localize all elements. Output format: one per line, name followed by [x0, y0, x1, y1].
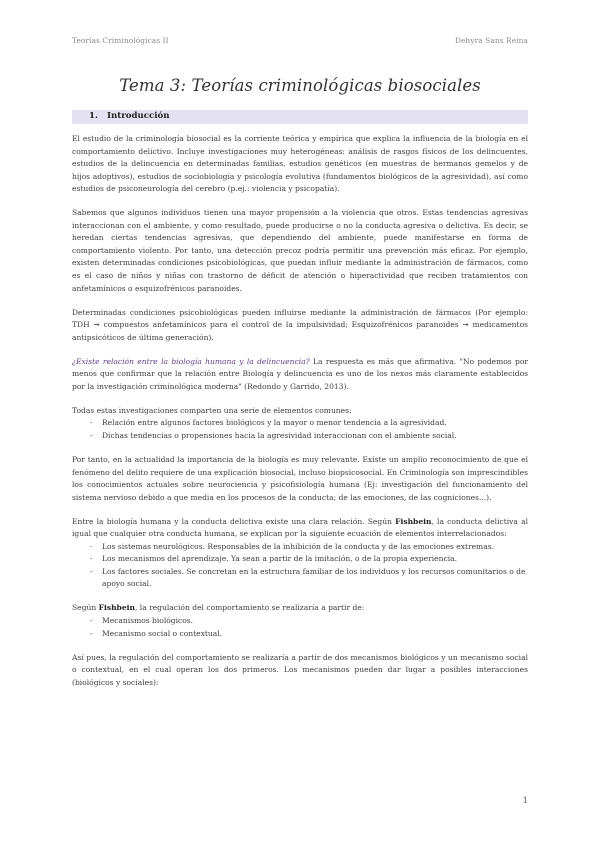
paragraph-1: El estudio de la criminología biosocial es la corriente teórica y empírica que explica la influencia de la biología en el comportamiento delictivo. Incluye investigaciones muy heterogéneas: análisis de rasgos físicos de los delincuentes, estudios de la delincuencia en determinadas familias, estudios genéticos (en muestras de hermanos gemelos y de hijos adoptivos), estudios de sociobiología y psicología evolutiva (fundamentos biológicos de la agresividad), así como estudios de psiconeurología del cerebro (p.ej.: violencia y psicopatía). [72, 134, 528, 194]
list-item-text: Relación entre algunos factores biológicos y la mayor o menor tendencia a la agresividad. [102, 418, 447, 428]
list-item [72, 541, 528, 554]
paragraph-8-text-b: , la regulación del comportamiento se realizaría a partir de: [135, 603, 365, 613]
paragraph-7 [72, 516, 528, 541]
section-heading [72, 110, 528, 124]
list-item-text: Los factores sociales. Se concretan en la estructura familiar de los individuos y los recursos comunitarios o de apoyo social. [102, 566, 526, 589]
paragraph-8-text-a: Según [72, 603, 99, 613]
list-marker: - [90, 418, 93, 428]
common-elements-list [72, 417, 528, 442]
list-marker: - [90, 541, 93, 551]
list-item [72, 417, 528, 430]
paragraph-3: Determinadas condiciones psicobiológicas pueden influirse mediante la administración de fármacos (Por ejemplo: TDH ➞ compuestos anfetamínicos para el control de la impulsividad; Esquizofrénicos paranoides ➞ medicamentos antipsicóticos de última generación). [72, 307, 528, 342]
paragraph-4-rest: La respuesta es más que afirmativa. "No podemos por menos que confirmar que la relación entre Biología y delincuencia es uno de los nexos más claramente establecidos por la investigación criminológica moderna" (Redondo y Garrido, 2013). [72, 356, 529, 391]
list-item [72, 628, 528, 641]
list-marker: - [90, 554, 93, 564]
list-marker: - [90, 616, 93, 625]
page-title: Tema 3: Teorías criminológicas biosociales [119, 76, 481, 95]
author-name: Fishbein [98, 603, 135, 613]
running-header-right: Dehyra Sans Reina [454, 36, 528, 45]
list-item-text: Los sistemas neurológicos. Responsables de la inhibición de la conducta y de las emociones extremas. [102, 541, 494, 551]
list-item-text: Dichas tendencias o propensiones hacia la agresividad interaccionan con el ambiente social. [102, 430, 457, 440]
list-item [72, 566, 528, 591]
running-header-left: Teorías Criminológicas II [72, 36, 169, 45]
list-item-text: Mecanismo social o contextual. [102, 628, 223, 638]
paragraph-2: Sabemos que algunos individuos tienen una mayor propensión a la violencia que otros. Estas tendencias agresivas interaccionan con el ambiente, y como resultado, puede producirse o no la conducta agresiva o delictiva. Es decir, se heredan ciertas tendencias agresivas, que dependiendo del ambiente, puede manifestarse en forma de comportamiento violento. Por tanto, una detección precoz podría permitir una prevención más eficaz. Por ejemplo, existen determinadas condiciones psicobiológicas, que puedan influir mediante la administración de fármacos, como es el caso de niños y niñas con trastorno de déficit de atención o hiperactividad que reciben tratamientos con anfetamínicos o esquizofrénicos paranoides. [72, 208, 528, 293]
section-number: 1. [89, 111, 98, 121]
equation-elements-list [72, 541, 528, 591]
document-body [72, 133, 528, 701]
paragraph-7-text-b: , la conducta delictiva al igual que cualquier otra conducta humana, se explican por la siguiente ecuación de elementos interrelacionados: [72, 516, 528, 539]
question-text: ¿Existe relación entre la biología humana y la delincuencia? [72, 356, 310, 366]
list-item [72, 553, 528, 566]
list-marker: - [90, 628, 93, 638]
list-marker: - [90, 430, 93, 440]
paragraph-5: Todas estas investigaciones comparten una serie de elementos comunes: [72, 405, 352, 415]
list-marker: - [90, 566, 93, 576]
section-label: Introducción [107, 111, 170, 121]
list-item-text: Los mecanismos del aprendizaje. Ya sean a partir de la imitación, o de la propia experiencia. [102, 554, 458, 564]
regulation-mechanisms-list [72, 615, 528, 640]
page-number: 1 [522, 796, 528, 806]
paragraph-9: Así pues, la regulación del comportamiento se realizaría a partir de dos mecanismos biológicos y un mecanismo social o contextual, en el cual operan los dos primeros. Los mecanismos pueden dar lugar a posibles interacciones (biológicos y sociales): [72, 652, 528, 687]
paragraph-6: Por tanto, en la actualidad la importancia de la biología es muy relevante. Existe un amplio reconocimiento de que el fenómeno del delito requiere de una explicación biosocial, incluso biopsicosocial. En Criminología son imprescindibles los conocimientos actuales sobre neurociencia y psicofisiología humana (Ej: investigación del funcionamiento del sistema nervioso debido a que media en los procesos de la conducta; de las emociones, de las cogniciones...). [72, 454, 528, 502]
list-item [72, 430, 528, 443]
paragraph-7-text-a: Entre la biología humana y la conducta delictiva existe una clara relación. Según [72, 516, 396, 526]
list-item-text: Mecanismos biológicos. [102, 616, 194, 625]
paragraph-4 [72, 356, 528, 394]
author-name: Fishbein [395, 516, 432, 526]
paragraph-8 [72, 602, 528, 615]
list-item [72, 615, 528, 628]
